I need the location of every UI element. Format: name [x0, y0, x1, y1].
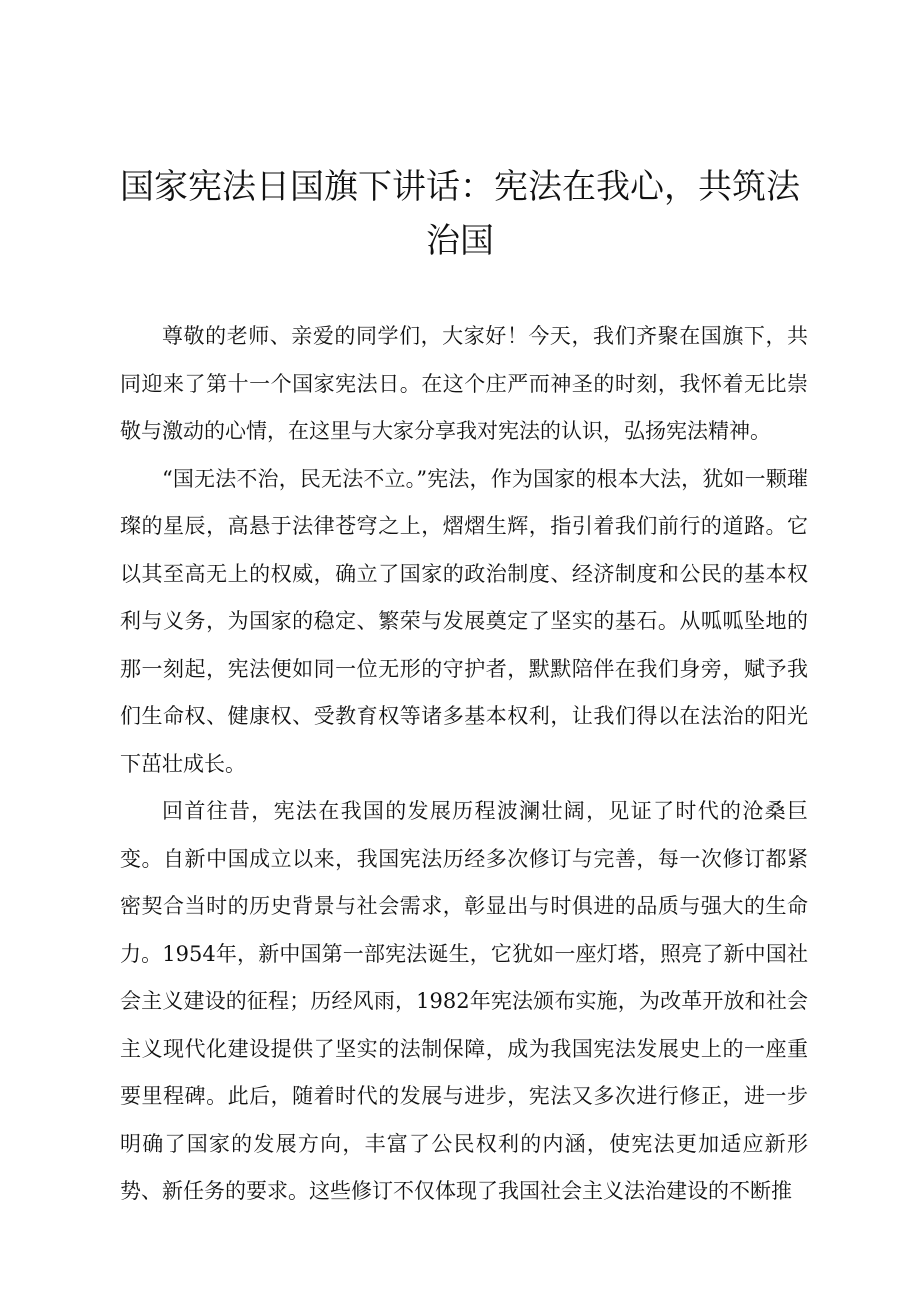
paragraph-greeting: 尊敬的老师、亲爱的同学们，大家好！今天，我们齐聚在国旗下，共同迎来了第十一个国家宪法日。在这个庄严而神圣的时刻，我怀着无比崇敬与激动的心情，在这里与大家分享我对宪法的认识，弘扬宪法精神。: [120, 324, 808, 443]
paragraph-constitution-history: 回首往昔，宪法在我国的发展历程波澜壮阔，见证了时代的沧桑巨变。自新中国成立以来，我国宪法历经多次修订与完善，每一次修订都紧密契合当时的历史背景与社会需求，彰显出与时俱进的品质与强大的生命力。1954年，新中国第一部宪法诞生，它犹如一座灯塔，照亮了新中国社会主义建设的征程；历经风雨，1982年宪法颁布实施，为改革开放和社会主义现代化建设提供了坚实的法制保障，成为我国宪法发展史上的一座重要里程碑。此后，随着时代的发展与进步，宪法又多次进行修正，进一步明确了国家的发展方向，丰富了公民权利的内涵，使宪法更加适应新形势、新任务的要求。这些修订不仅体现了我国社会主义法治建设的不断推: [120, 799, 808, 1203]
document-title: 国家宪法日国旗下讲话：宪法在我心，共筑法治国: [120, 167, 800, 261]
paragraph-constitution-importance: “国无法不治，民无法不立。”宪法，作为国家的根本大法，犹如一颗璀璨的星辰，高悬于法律苍穹之上，熠熠生辉，指引着我们前行的道路。它以其至高无上的权威，确立了国家的政治制度、经济制度和公民的基本权利与义务，为国家的稳定、繁荣与发展奠定了坚实的基石。从呱呱坠地的那一刻起，宪法便如同一位无形的守护者，默默陪伴在我们身旁，赋予我们生命权、健康权、受教育权等诸多基本权利，让我们得以在法治的阳光下茁壮成长。: [120, 466, 808, 776]
document-body: [120, 313, 808, 1216]
